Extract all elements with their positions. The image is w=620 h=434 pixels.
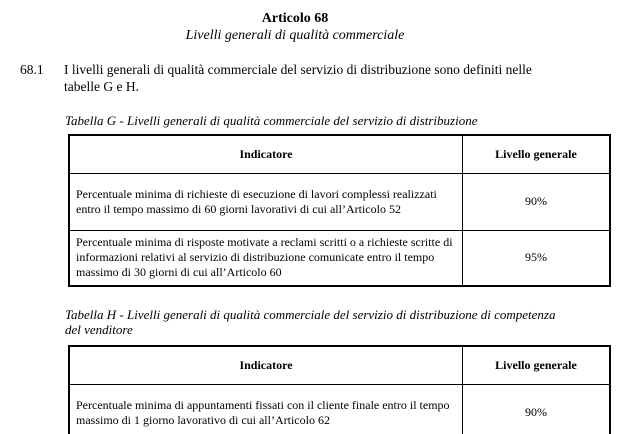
table-g-header-row [69,135,610,174]
level-cell: 95% [463,230,611,286]
table-h-indicator-header: Indicatore [69,346,463,385]
table-row [69,230,610,286]
table-h [68,345,611,434]
indicator-cell: Percentuale minima di risposte motivate a reclami scritti o a richieste scritte di informazioni relativi al servizio di distribuzione comunicate entro il tempo massimo di 30 giorni di cui all’Articolo 60 [69,230,463,286]
article-subtitle: Livelli generali di qualità commerciale [185,28,405,43]
table-row [69,384,610,434]
level-cell: 90% [463,384,611,434]
article-header [0,10,620,44]
clause-68-1 [20,62,558,95]
table-g-indicator-header: Indicatore [69,135,463,174]
table-h-caption: Tabella H - Livelli generali di qualità commerciale del servizio di distribuzione di competenza del venditore [65,306,556,337]
table-h-header-row [69,346,610,385]
table-row [69,173,610,230]
article-title: Articolo 68 [261,11,329,26]
table-g-caption: Tabella G - Livelli generali di qualità commerciale del servizio di distribuzione [65,113,478,128]
table-g-level-header: Livello generale [463,135,611,174]
indicator-cell: Percentuale minima di richieste di esecuzione di lavori complessi realizzati entro il tempo massimo di 60 giorni lavorativi di cui all’Articolo 52 [69,173,463,230]
table-h-level-header: Livello generale [463,346,611,385]
table-g [68,134,611,287]
clause-number: 68.1 [20,62,44,77]
indicator-cell: Percentuale minima di appuntamenti fissati con il cliente finale entro il tempo massimo di 1 giorno lavorativo di cui all’Articolo 62 [69,384,463,434]
level-cell: 90% [463,173,611,230]
clause-text: I livelli generali di qualità commerciale del servizio di distribuzione sono definiti nelle tabelle G e H. [64,62,532,94]
